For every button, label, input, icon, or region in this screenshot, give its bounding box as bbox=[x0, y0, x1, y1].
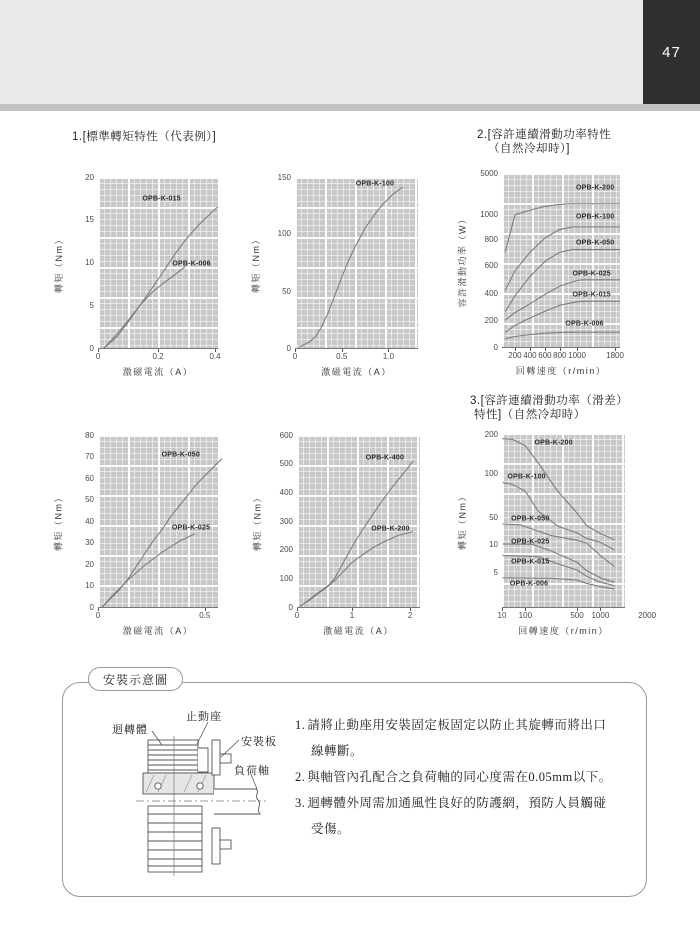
part-label-stopper: 止動座 bbox=[186, 711, 222, 723]
series-label-OPB-K-015: OPB-K-015 bbox=[142, 195, 181, 203]
series-label-OPB-K-050: OPB-K-050 bbox=[511, 515, 550, 523]
x-axis-title-c6: 回轉速度（r/min） bbox=[518, 626, 609, 636]
x-tick-label: 200 bbox=[508, 351, 522, 360]
section2-title bbox=[477, 128, 611, 156]
x-tick-label: 1 bbox=[349, 611, 355, 620]
x-tick-mark bbox=[158, 349, 159, 352]
y-tick-label: 400 bbox=[484, 288, 498, 298]
y-tick-label: 5 bbox=[89, 300, 94, 310]
y-axis-title-c5: 轉矩（Nm） bbox=[252, 492, 263, 551]
series-curve-OPB-K-100 bbox=[300, 187, 403, 347]
x-tick-label: 400 bbox=[523, 351, 537, 360]
series-label-OPB-K-015: OPB-K-015 bbox=[572, 291, 611, 299]
section3-title-line2: 特性]（自然冷却時） bbox=[474, 409, 586, 421]
series-curve-OPB-K-200 bbox=[300, 532, 413, 607]
note-line bbox=[295, 712, 630, 738]
x-tick-label: 0.4 bbox=[209, 352, 221, 361]
series-curve-OPB-K-006 bbox=[505, 332, 620, 339]
x-tick-mark bbox=[342, 349, 343, 352]
y-axis-title-c1: 轉矩（Nm） bbox=[53, 233, 64, 293]
series-label-OPB-K-200: OPB-K-200 bbox=[576, 184, 615, 192]
page-number-tab bbox=[643, 0, 700, 104]
x-tick-mark bbox=[502, 608, 503, 611]
section3-title bbox=[470, 394, 628, 422]
series-label-OPB-K-050: OPB-K-050 bbox=[161, 451, 200, 459]
x-axis-title-c3: 回轉速度（r/min） bbox=[515, 366, 607, 376]
y-tick-label: 5000 bbox=[480, 168, 498, 178]
y-tick-label: 100 bbox=[484, 469, 498, 479]
series-label-OPB-K-025: OPB-K-025 bbox=[171, 524, 211, 532]
y-tick-label: 60 bbox=[85, 473, 94, 483]
y-tick-label: 30 bbox=[85, 538, 94, 547]
x-tick-mark bbox=[98, 349, 99, 352]
x-tick-mark bbox=[297, 608, 298, 611]
y-tick-label: 800 bbox=[484, 234, 498, 244]
header-strip bbox=[0, 104, 700, 111]
x-axis-title-c5: 激磁電流（A） bbox=[323, 626, 394, 636]
y-tick-label: 20 bbox=[85, 172, 94, 182]
x-tick-label: 1000 bbox=[568, 351, 586, 360]
part-label-plate: 安裝板 bbox=[241, 736, 277, 748]
series-label-OPB-K-400: OPB-K-400 bbox=[365, 454, 405, 462]
chart-plot-c4 bbox=[98, 435, 218, 608]
x-tick-mark bbox=[215, 349, 216, 352]
x-tick-label: 500 bbox=[570, 611, 584, 620]
x-tick-mark bbox=[388, 349, 389, 352]
y-tick-label: 500 bbox=[279, 459, 293, 469]
y-axis-title-c3: 容許滑動功率（W） bbox=[457, 213, 468, 308]
y-tick-label: 0 bbox=[286, 343, 291, 353]
y-tick-label: 300 bbox=[279, 516, 293, 526]
series-label-OPB-K-050: OPB-K-050 bbox=[576, 239, 615, 247]
chart-plot-c2 bbox=[295, 177, 418, 349]
x-tick-mark bbox=[600, 608, 601, 611]
y-tick-label: 200 bbox=[484, 430, 498, 440]
x-tick-label: 0.5 bbox=[336, 352, 348, 361]
chart-curves-c2 bbox=[295, 177, 418, 348]
y-tick-label: 10 bbox=[85, 581, 94, 590]
y-tick-label: 1000 bbox=[480, 210, 498, 220]
y-tick-label: 0 bbox=[288, 602, 293, 612]
series-label-OPB-K-025: OPB-K-025 bbox=[511, 538, 550, 546]
y-tick-label: 600 bbox=[484, 260, 498, 270]
y-tick-label: 5 bbox=[493, 567, 498, 577]
series-label-OPB-K-006: OPB-K-006 bbox=[565, 320, 604, 327]
x-tick-label: 0 bbox=[95, 611, 101, 620]
note-marker: 2. bbox=[295, 770, 306, 784]
y-axis-title-c6: 轉矩（Nm） bbox=[457, 491, 468, 550]
note-marker: 3. bbox=[295, 796, 306, 810]
series-curve-OPB-K-050 bbox=[505, 250, 620, 312]
series-curve-OPB-K-100 bbox=[505, 227, 620, 290]
note-line bbox=[295, 738, 630, 764]
chart-plot-c3 bbox=[502, 173, 620, 348]
section2-title-line1: 2.[容許連續滑動功率特性 bbox=[477, 129, 612, 141]
note-line bbox=[295, 816, 630, 842]
series-label-OPB-K-100: OPB-K-100 bbox=[576, 213, 615, 221]
x-tick-label: 0 bbox=[95, 352, 101, 361]
installation-diagram-tab bbox=[88, 667, 183, 691]
y-tick-label: 400 bbox=[279, 487, 293, 497]
x-axis-title-c4: 激磁電流（A） bbox=[122, 626, 194, 636]
y-tick-label: 200 bbox=[279, 545, 293, 555]
x-tick-label: 2 bbox=[407, 611, 413, 620]
note-marker: 1. bbox=[295, 718, 306, 732]
x-tick-mark bbox=[352, 608, 353, 611]
header-band bbox=[0, 0, 700, 104]
y-tick-label: 200 bbox=[484, 315, 498, 325]
x-tick-label: 0 bbox=[292, 352, 298, 361]
y-tick-label: 70 bbox=[85, 452, 94, 461]
x-tick-label: 10 bbox=[497, 611, 507, 620]
x-tick-mark bbox=[295, 349, 296, 352]
note-text: 受傷。 bbox=[311, 822, 351, 836]
y-tick-label: 15 bbox=[85, 215, 94, 225]
y-tick-label: 50 bbox=[282, 286, 291, 296]
x-tick-mark bbox=[577, 348, 578, 351]
y-tick-label: 40 bbox=[85, 516, 94, 526]
x-axis-title-c2: 激磁電流（A） bbox=[321, 367, 392, 377]
x-tick-mark bbox=[577, 608, 578, 611]
chart-curves-c4 bbox=[98, 435, 218, 607]
series-label-OPB-K-025: OPB-K-025 bbox=[572, 270, 611, 278]
series-label-OPB-K-006: OPB-K-006 bbox=[509, 580, 549, 587]
installation-diagram-tab-label: 安裝示意圖 bbox=[103, 672, 169, 687]
note-text: 線轉斷。 bbox=[311, 744, 364, 758]
y-tick-label: 600 bbox=[279, 430, 293, 440]
series-label-OPB-K-100: OPB-K-100 bbox=[507, 473, 546, 481]
series-curve-OPB-K-015 bbox=[104, 207, 218, 348]
x-tick-label: 0.5 bbox=[199, 611, 211, 620]
section3-title-line1: 3.[容許連續滑動功率（滑差） bbox=[470, 395, 629, 407]
x-tick-mark bbox=[98, 608, 99, 611]
y-tick-label: 50 bbox=[85, 495, 94, 504]
x-tick-mark bbox=[525, 608, 526, 611]
note-line bbox=[295, 764, 630, 790]
page-number: 47 bbox=[662, 43, 681, 61]
y-tick-label: 10 bbox=[489, 539, 498, 549]
y-axis-title-c4: 轉矩（Nm） bbox=[53, 492, 64, 551]
y-tick-label: 0 bbox=[89, 343, 94, 353]
x-tick-label: 800 bbox=[553, 351, 567, 360]
part-label-rotor: 迴轉體 bbox=[112, 724, 148, 736]
part-label-shaft: 負荷軸 bbox=[234, 765, 270, 777]
chart-plot-c5 bbox=[297, 435, 420, 608]
x-tick-label: 1800 bbox=[606, 351, 624, 360]
x-axis-title-c1: 激磁電流（A） bbox=[122, 367, 194, 377]
y-tick-label: 100 bbox=[277, 229, 291, 239]
x-tick-label: 1000 bbox=[591, 611, 610, 620]
series-label-OPB-K-200: OPB-K-200 bbox=[534, 439, 573, 447]
y-tick-label: 100 bbox=[279, 573, 293, 583]
y-tick-label: 0 bbox=[89, 602, 94, 612]
series-label-OPB-K-015: OPB-K-015 bbox=[511, 558, 550, 566]
series-curve-OPB-K-400 bbox=[300, 461, 413, 607]
x-tick-label: 1.0 bbox=[382, 352, 395, 361]
x-tick-mark bbox=[615, 348, 616, 351]
note-line bbox=[295, 790, 630, 816]
series-label-OPB-K-100: OPB-K-100 bbox=[355, 180, 395, 188]
x-tick-label: 2000 bbox=[638, 611, 657, 620]
x-tick-label: 100 bbox=[518, 611, 533, 620]
x-tick-label: 600 bbox=[538, 351, 552, 360]
section1-title bbox=[72, 130, 216, 144]
note-text: 迴轉體外周需加通風性良好的防護網，預防人員觸碰 bbox=[307, 796, 607, 810]
installation-drawing bbox=[80, 700, 290, 900]
y-tick-label: 10 bbox=[85, 258, 94, 267]
section1-title-text: 1.[標準轉矩特性（代表例）] bbox=[72, 131, 217, 143]
x-tick-label: 0.2 bbox=[152, 352, 164, 361]
y-tick-label: 50 bbox=[489, 512, 498, 522]
x-tick-label: 0 bbox=[294, 611, 300, 620]
note-text: 請將止動座用安裝固定板固定以防止其旋轉而將出口 bbox=[307, 718, 607, 732]
y-tick-label: 150 bbox=[277, 172, 291, 182]
series-label-OPB-K-006: OPB-K-006 bbox=[172, 260, 211, 268]
x-tick-mark bbox=[205, 608, 206, 611]
chart-plot-c6 bbox=[502, 433, 625, 608]
y-tick-label: 80 bbox=[85, 430, 94, 440]
y-tick-label: 20 bbox=[85, 559, 94, 569]
section2-title-line2: （自然冷却時）] bbox=[488, 143, 570, 155]
installation-notes bbox=[295, 712, 630, 842]
chart-plot-c1 bbox=[98, 177, 218, 349]
y-tick-label: 0 bbox=[493, 342, 498, 352]
series-curve-OPB-K-050 bbox=[102, 459, 222, 607]
series-label-OPB-K-200: OPB-K-200 bbox=[371, 525, 410, 533]
x-tick-mark bbox=[410, 608, 411, 611]
series-curve-OPB-K-006 bbox=[104, 267, 185, 348]
note-text: 與軸管內孔配合之負荷軸的同心度需在0.05mm以下。 bbox=[307, 770, 612, 784]
series-curve-OPB-K-025 bbox=[102, 534, 195, 607]
series-curve-OPB-K-015 bbox=[505, 301, 620, 332]
y-axis-title-c2: 轉矩（Nm） bbox=[250, 233, 261, 293]
